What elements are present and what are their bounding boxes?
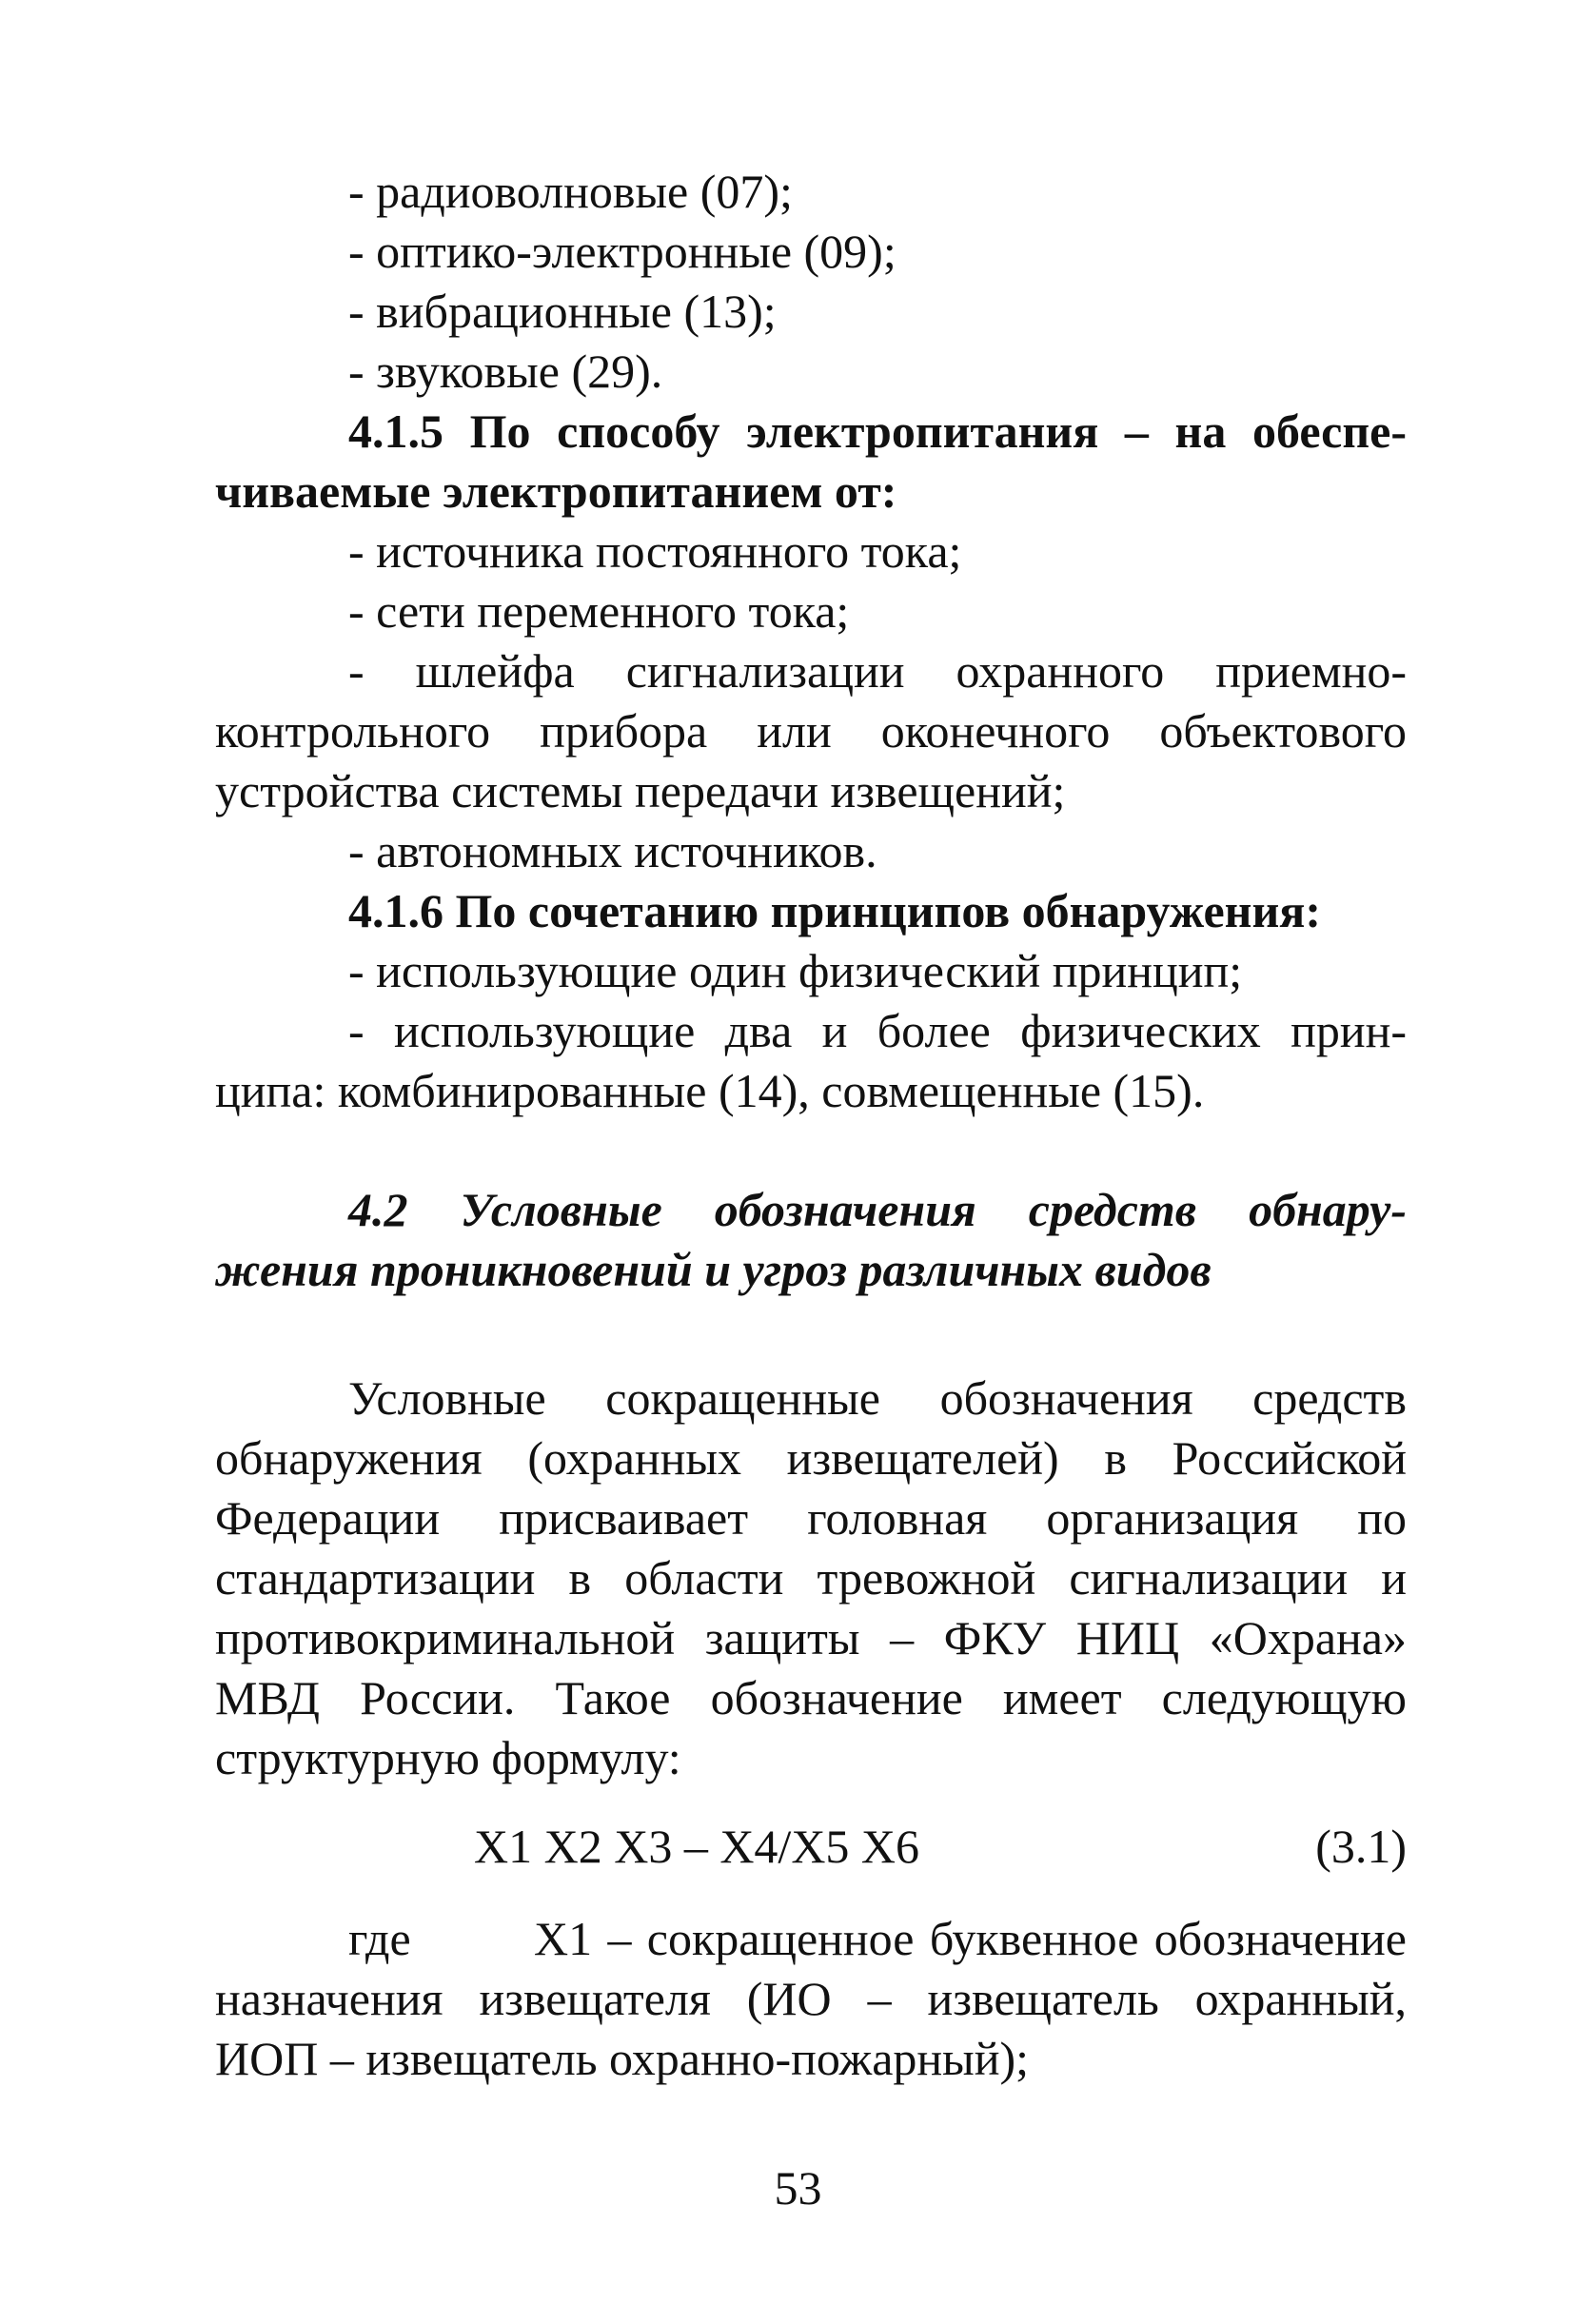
paragraph-line: структурную формулу: [215,1731,681,1784]
paragraph-line: стандартизации в области тревожной сигнализации и [215,1551,1407,1605]
list-item: - радиоволновые (07); [348,165,793,218]
formula-expression: X1 X2 X3 – X4/X5 X6 [474,1820,920,1873]
list-item: - использующие один физический принцип; [348,944,1243,997]
section-heading-4-1-6: 4.1.6 По сочетанию принципов обнаружения: [348,884,1321,937]
section-heading-4-2: 4.2 Условные обозначения средств обнару- [348,1183,1407,1236]
list-item: - вибрационные (13); [348,285,777,338]
where-row [215,1909,1407,1969]
list-item: - шлейфа сигнализации охранного приемно- [348,644,1407,698]
list-item-cont: ципа: комбинированные (14), совмещенные (15). [215,1064,1205,1117]
section-heading-4-1-5-cont: чиваемые электропитанием от: [215,464,897,518]
paragraph-line: противокриминальной защиты – ФКУ НИЦ «Охрана» [215,1611,1407,1664]
formula-row [215,1817,1407,1877]
list-item: - использующие два и более физических прин- [348,1004,1407,1057]
paragraph-line: обнаружения (охранных извещателей) в Российской [215,1431,1407,1485]
list-item: - источника постоянного тока; [348,524,962,578]
list-item: - сети переменного тока; [348,584,850,638]
where-definition-cont: ИОП – извещатель охранно-пожарный); [215,2032,1030,2085]
section-heading-4-1-5: 4.1.5 По способу электропитания – на обеспе- [348,404,1407,458]
list-item: - оптико-электронные (09); [348,225,897,278]
section-heading-4-2-cont: жения проникновений и угроз различных видов [215,1243,1212,1296]
formula-number: (3.1) [1315,1820,1407,1873]
page-number: 53 [774,2161,822,2215]
page-content [215,162,1407,2089]
where-definition-cont: назначения извещателя (ИО – извещатель охранный, [215,1972,1407,2025]
list-item-cont: контрольного прибора или оконечного объектового [215,704,1407,758]
list-item: - автономных источников. [348,824,877,877]
paragraph-line: МВД России. Такое обозначение имеет следующую [215,1671,1407,1724]
where-label: где [348,1912,411,1965]
paragraph-line: Федерации присваивает головная организация по [215,1491,1407,1545]
list-item: - звуковые (29). [348,345,663,398]
list-item-cont: устройства системы передачи извещений; [215,764,1066,817]
paragraph-line: Условные сокращенные обозначения средств [348,1371,1407,1425]
where-definition: X1 – сокращенное буквенное обозначение [534,1912,1407,1965]
